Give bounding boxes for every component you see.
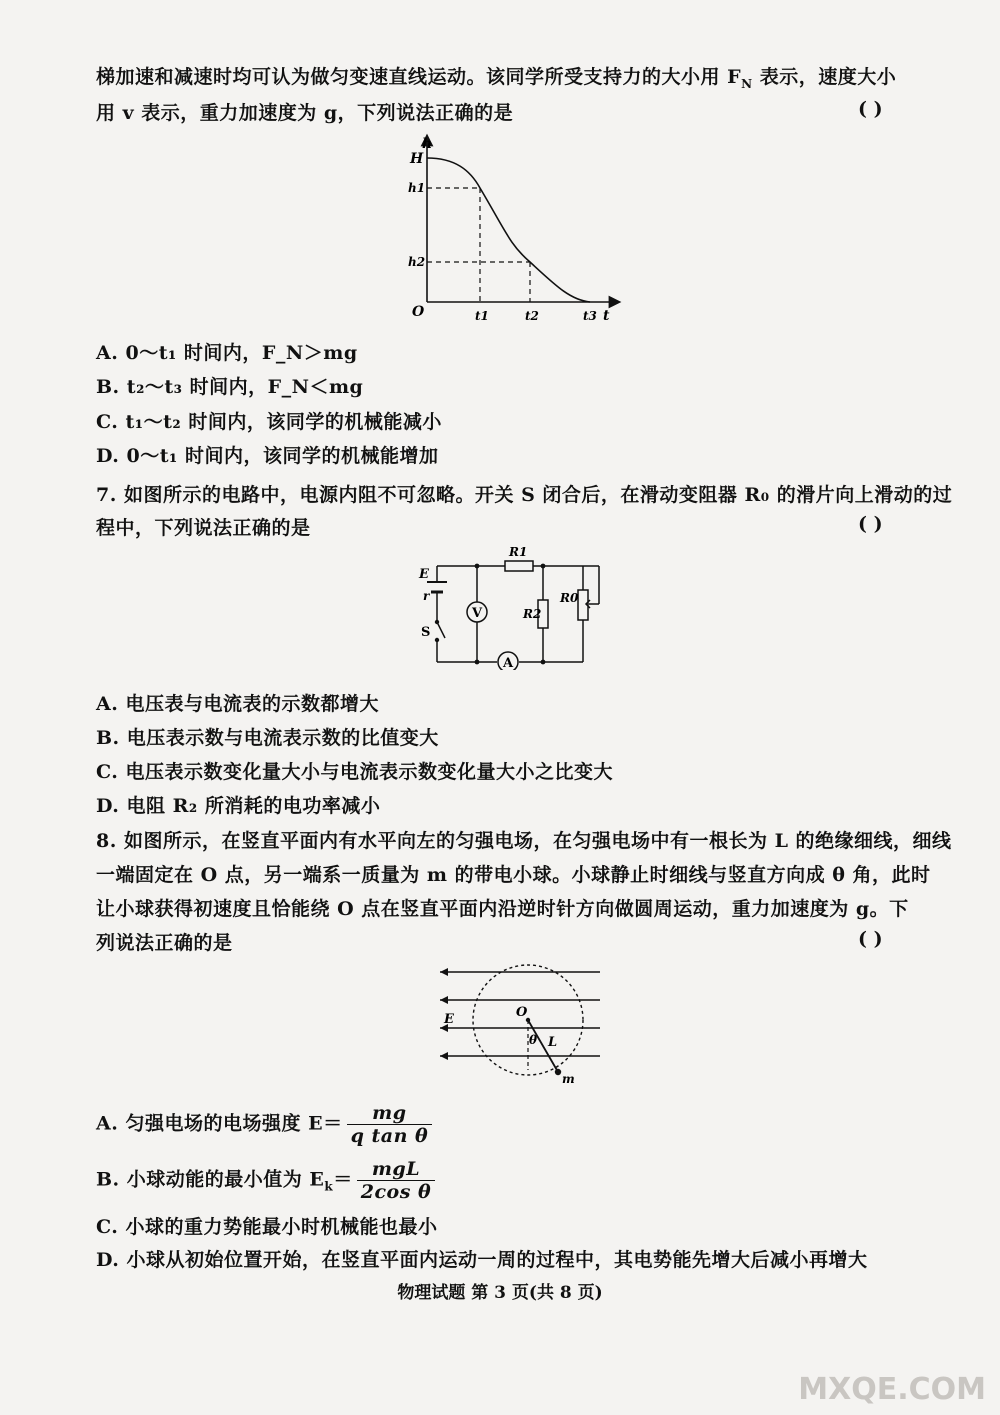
label-h2: h2 (408, 255, 426, 269)
q8-option-b (96, 1158, 435, 1203)
q6-option-a: A. 0～t₁ 时间内，F_N＞mg (96, 342, 358, 364)
q8-text-line-3: 让小球获得初速度且恰能绕 O 点在竖直平面内沿逆时针方向做圆周运动，重力加速度为 g。下 (96, 898, 909, 920)
q8-text-line-1: 8. 如图所示，在竖直平面内有水平向左的匀强电场，在匀强电场中有一根长为 L 的绝缘细线，细线 (96, 830, 952, 852)
q6-answer-paren: ( ) (858, 98, 883, 120)
q7-text-line-2: 程中，下列说法正确的是 (96, 517, 311, 539)
q6-text-line-1 (96, 62, 896, 91)
q7-option-d: D. 电阻 R₂ 所消耗的电功率减小 (96, 795, 381, 817)
q8-option-b-eq: ＝ (333, 1168, 353, 1191)
watermark: MXQE.COM (798, 1372, 986, 1407)
q8-option-a-text: A. 匀强电场的电场强度 E＝ (96, 1112, 343, 1135)
q6-option-c: C. t₁～t₂ 时间内，该同学的机械能减小 (96, 411, 442, 433)
q8-text-line-2: 一端固定在 O 点，另一端系一质量为 m 的带电小球。小球静止时细线与竖直方向成 θ 角，此时 (96, 864, 931, 886)
voltmeter-label: V (472, 606, 483, 621)
fraction-denominator: q tan θ (350, 1125, 429, 1147)
q8-option-b-text: B. 小球动能的最小值为 E (96, 1168, 325, 1191)
q6-height-time-graph (400, 130, 630, 330)
q8-option-d: D. 小球从初始位置开始，在竖直平面内运动一周的过程中，其电势能先增大后减小再增大 (96, 1249, 868, 1271)
page-footer: 物理试题 第 3 页(共 8 页) (397, 1283, 603, 1303)
x-axis-label: t (603, 308, 610, 324)
label-h1: h1 (408, 181, 426, 195)
theta-label: θ (529, 1033, 538, 1047)
internal-r-label: r (423, 589, 430, 603)
h-t-curve (427, 158, 590, 302)
switch-label: S (421, 625, 431, 640)
q8-field-diagram (430, 958, 610, 1088)
q7-answer-paren: ( ) (858, 513, 883, 535)
q8-option-c: C. 小球的重力势能最小时机械能也最小 (96, 1216, 438, 1238)
y-axis-label: h (422, 136, 433, 152)
label-t2: t2 (525, 309, 539, 323)
q8-option-a-fraction (347, 1102, 433, 1147)
label-t1: t1 (475, 309, 489, 323)
R2-label: R2 (523, 607, 542, 621)
ball (555, 1069, 561, 1075)
q8-option-a (96, 1102, 432, 1147)
E-label: E (444, 1012, 454, 1027)
q8-option-b-fraction (357, 1158, 435, 1203)
fraction-numerator: mg (347, 1102, 433, 1125)
ammeter-label: A (503, 656, 514, 670)
fraction-denominator: 2cos θ (360, 1181, 432, 1203)
q7-text-line-1: 7. 如图所示的电路中，电源内阻不可忽略。开关 S 闭合后，在滑动变阻器 R₀ 的滑片向上滑动的过 (96, 484, 953, 506)
q6-option-d: D. 0～t₁ 时间内，该同学的机械能增加 (96, 445, 439, 467)
q6-option-b: B. t₂～t₃ 时间内，F_N＜mg (96, 376, 364, 398)
q8-option-b-sub: k (324, 1179, 334, 1194)
q6-line1-sub: N (741, 76, 753, 91)
R1-label: R1 (509, 545, 528, 559)
origin-label: O (412, 304, 425, 320)
R0-label: R0 (560, 591, 579, 605)
q8-text-line-4: 列说法正确的是 (96, 932, 233, 954)
O-label: O (516, 1005, 528, 1020)
q6-text-line-2: 用 v 表示，重力加速度为 g，下列说法正确的是 (96, 102, 514, 124)
label-t3: t3 (583, 309, 597, 323)
m-label: m (562, 1072, 575, 1086)
label-H: H (410, 151, 424, 167)
q7-option-c: C. 电压表示数变化量大小与电流表示数变化量大小之比变大 (96, 761, 614, 783)
q8-answer-paren: ( ) (858, 928, 883, 950)
q7-circuit-diagram (415, 540, 615, 670)
L-label: L (548, 1035, 558, 1050)
q7-option-b: B. 电压表示数与电流表示数的比值变大 (96, 727, 439, 749)
fraction-numerator: mgL (357, 1158, 435, 1181)
q6-line1-tail: 表示，速度大小 (752, 66, 897, 88)
q6-line1-main: 梯加速和减速时均可认为做匀变速直线运动。该同学所受支持力的大小用 F (96, 66, 742, 88)
emf-label: E (419, 567, 429, 582)
q7-option-a: A. 电压表与电流表的示数都增大 (96, 693, 379, 715)
